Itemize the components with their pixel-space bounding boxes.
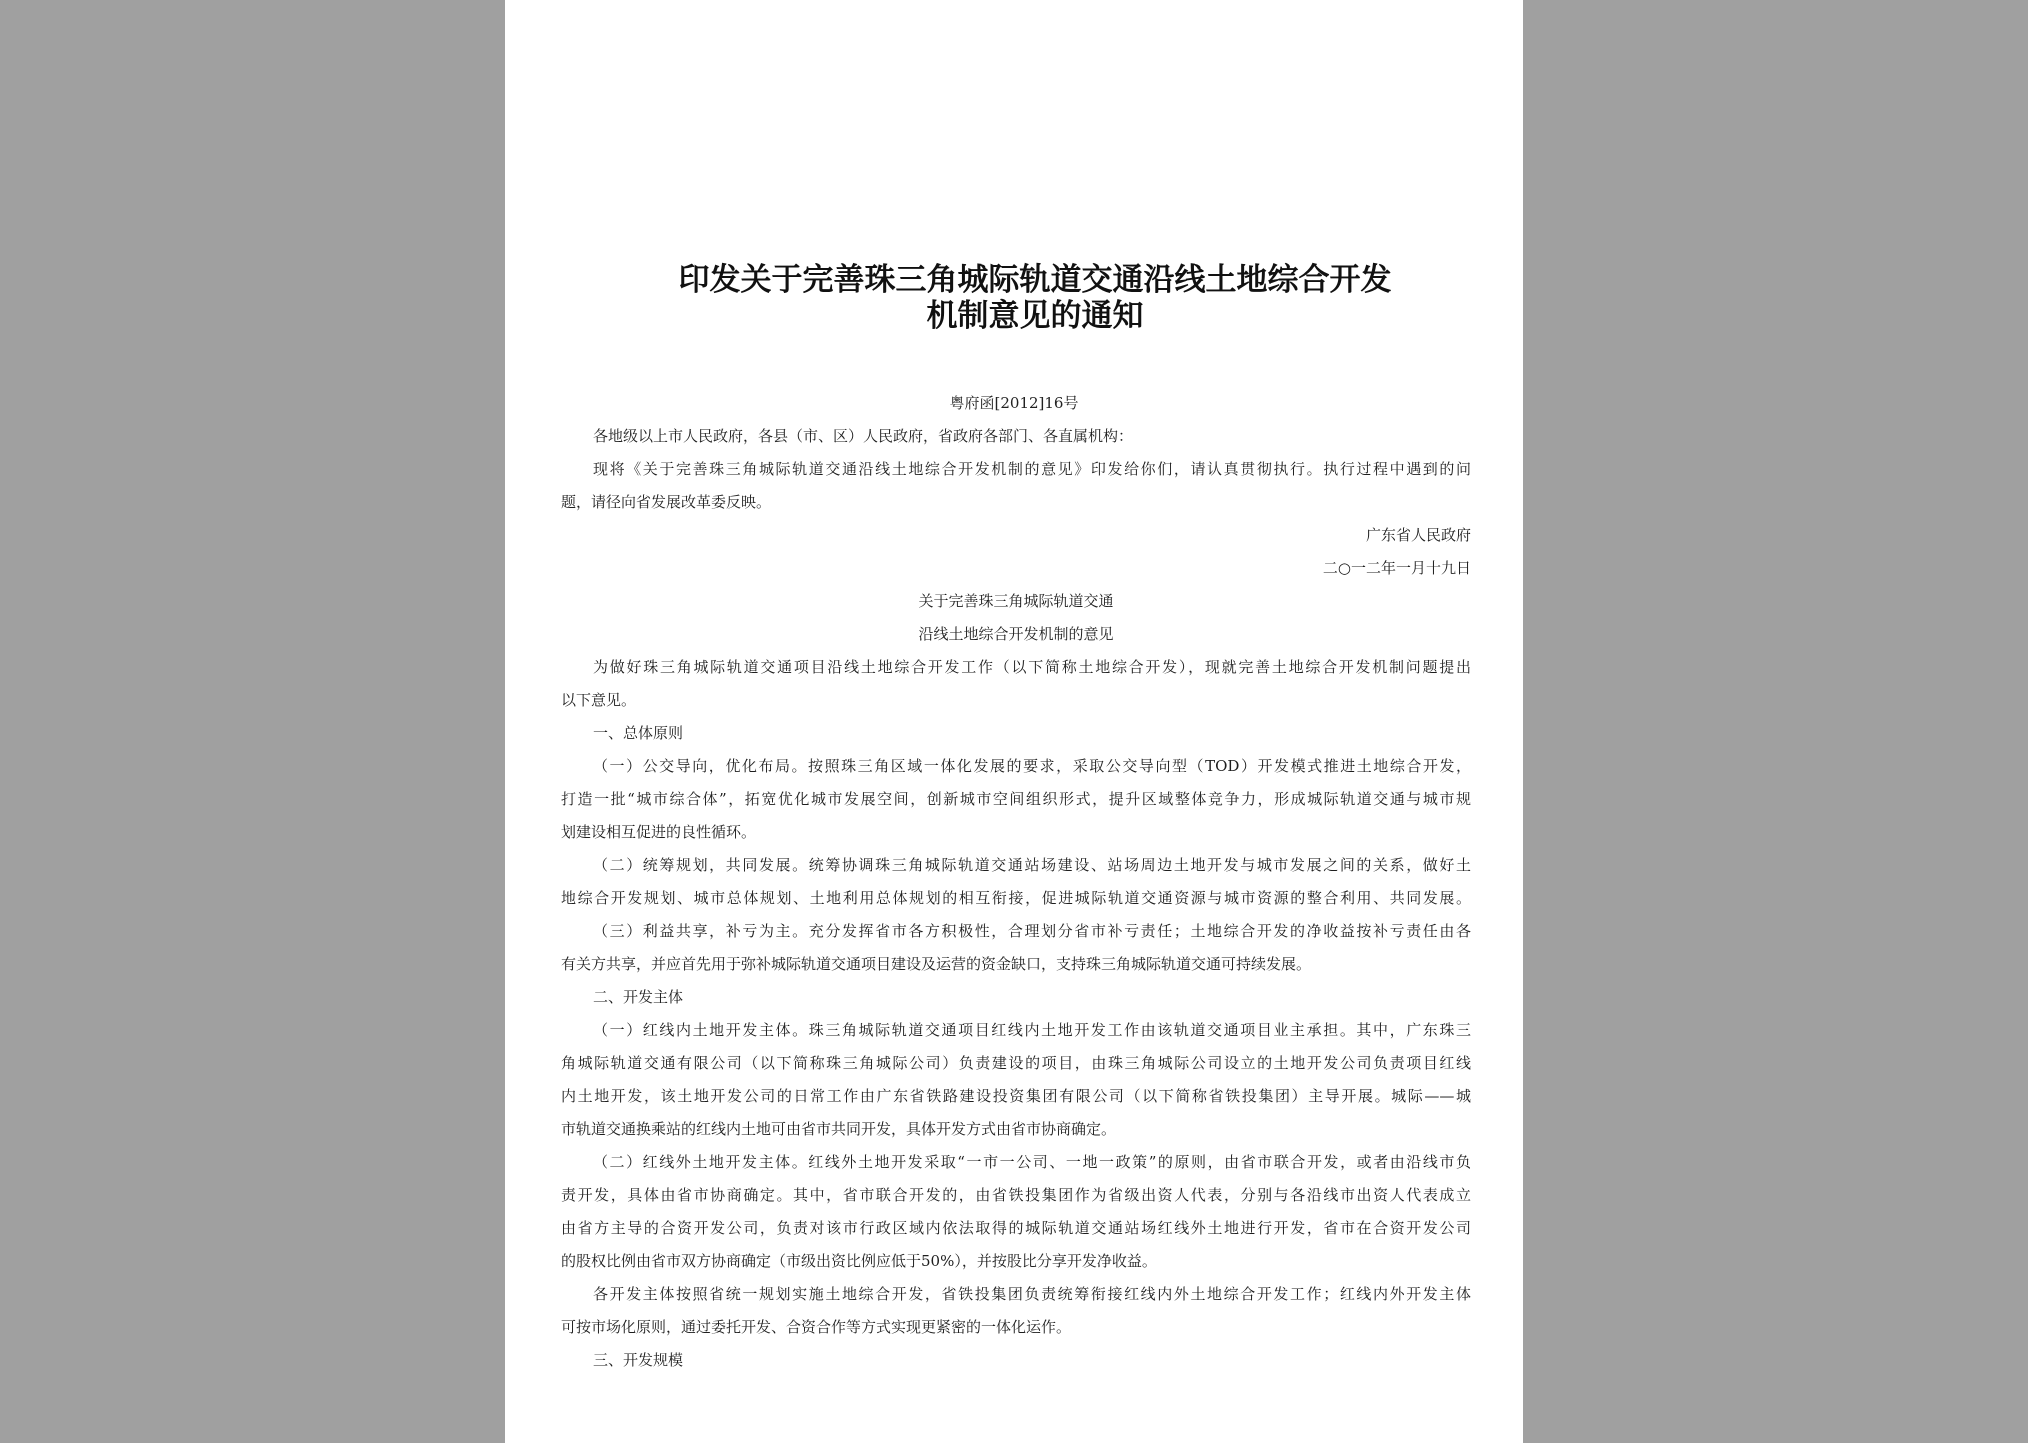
body-line: 角城际轨道交通有限公司（以下简称珠三角城际公司）负责建设的项目，由珠三角城际公司设立的土地开发公司负责项目红线	[561, 1054, 1471, 1072]
title-line-1: 印发关于完善珠三角城际轨道交通沿线土地综合开发	[678, 262, 1392, 298]
body-line: （二）统筹规划，共同发展。统筹协调珠三角城际轨道交通站场建设、站场周边土地开发与城市发展之间的关系，做好土	[593, 856, 1471, 874]
body-line: （一）红线内土地开发主体。珠三角城际轨道交通项目红线内土地开发工作由该轨道交通项目业主承担。其中，广东珠三	[593, 1021, 1471, 1039]
body-line: 有关方共享，并应首先用于弥补城际轨道交通项目建设及运营的资金缺口，支持珠三角城际轨道交通可持续发展。	[561, 955, 1312, 973]
document-body	[561, 420, 1471, 1377]
body-line: 的股权比例由省市双方协商确定（市级出资比例应低于50%），并按股比分享开发净收益。	[561, 1252, 1157, 1270]
body-line: 题，请径向省发展改革委反映。	[561, 493, 772, 511]
body-line: （二）红线外土地开发主体。红线外土地开发采取“一市一公司、一地一政策”的原则，由省市联合开发，或者由沿线市负	[593, 1153, 1471, 1171]
body-line: 一、总体原则	[593, 724, 684, 742]
body-line: 内土地开发，该土地开发公司的日常工作由广东省铁路建设投资集团有限公司（以下简称省铁投集团）主导开展。城际——城	[561, 1087, 1471, 1105]
body-line: （三）利益共享，补亏为主。充分发挥省市各方积极性，合理划分省市补亏责任；土地综合开发的净收益按补亏责任由各	[593, 922, 1471, 940]
body-line: 划建设相互促进的良性循环。	[561, 823, 757, 841]
body-line: 责开发，具体由省市协商确定。其中，省市联合开发的，由省铁投集团作为省级出资人代表，分别与各沿线市出资人代表成立	[561, 1186, 1471, 1204]
body-line: 各地级以上市人民政府，各县（市、区）人民政府，省政府各部门、各直属机构：	[593, 427, 1134, 445]
body-line: 关于完善珠三角城际轨道交通	[918, 592, 1114, 610]
body-line: 地综合开发规划、城市总体规划、土地利用总体规划的相互衔接，促进城际轨道交通资源与城市资源的整合利用、共同发展。	[561, 889, 1471, 907]
body-line: 各开发主体按照省统一规划实施土地综合开发，省铁投集团负责统筹衔接红线内外土地综合开发工作；红线内外开发主体	[593, 1285, 1471, 1303]
body-line: 广东省人民政府	[1365, 526, 1471, 544]
body-line: 打造一批“城市综合体”，拓宽优化城市发展空间，创新城市空间组织形式，提升区域整体竞争力，形成城际轨道交通与城市规	[561, 790, 1471, 808]
body-line: 三、开发规模	[593, 1351, 684, 1369]
body-line: 为做好珠三角城际轨道交通项目沿线土地综合开发工作（以下简称土地综合开发），现就完善土地综合开发机制问题提出	[593, 658, 1471, 676]
document-number: 粤府函[2012]16号	[949, 394, 1079, 412]
body-line: 现将《关于完善珠三角城际轨道交通沿线土地综合开发机制的意见》印发给你们，请认真贯彻执行。执行过程中遇到的问	[593, 460, 1471, 478]
body-line: （一）公交导向，优化布局。按照珠三角区域一体化发展的要求，采取公交导向型（TOD）开发模式推进土地综合开发，	[593, 757, 1471, 775]
body-line: 市轨道交通换乘站的红线内土地可由省市共同开发，具体开发方式由省市协商确定。	[561, 1120, 1117, 1138]
document-title	[595, 262, 1475, 334]
body-line: 二○一二年一月十九日	[1322, 559, 1471, 577]
body-line: 可按市场化原则，通过委托开发、合资合作等方式实现更紧密的一体化运作。	[561, 1318, 1072, 1336]
body-line: 以下意见。	[561, 691, 637, 709]
body-line: 沿线土地综合开发机制的意见	[918, 625, 1114, 643]
title-line-2: 机制意见的通知	[926, 298, 1144, 334]
document-page	[505, 0, 1523, 1443]
body-line: 二、开发主体	[593, 988, 684, 1006]
body-line: 由省方主导的合资开发公司，负责对该市行政区域内依法取得的城际轨道交通站场红线外土地进行开发，省市在合资开发公司	[561, 1219, 1471, 1237]
